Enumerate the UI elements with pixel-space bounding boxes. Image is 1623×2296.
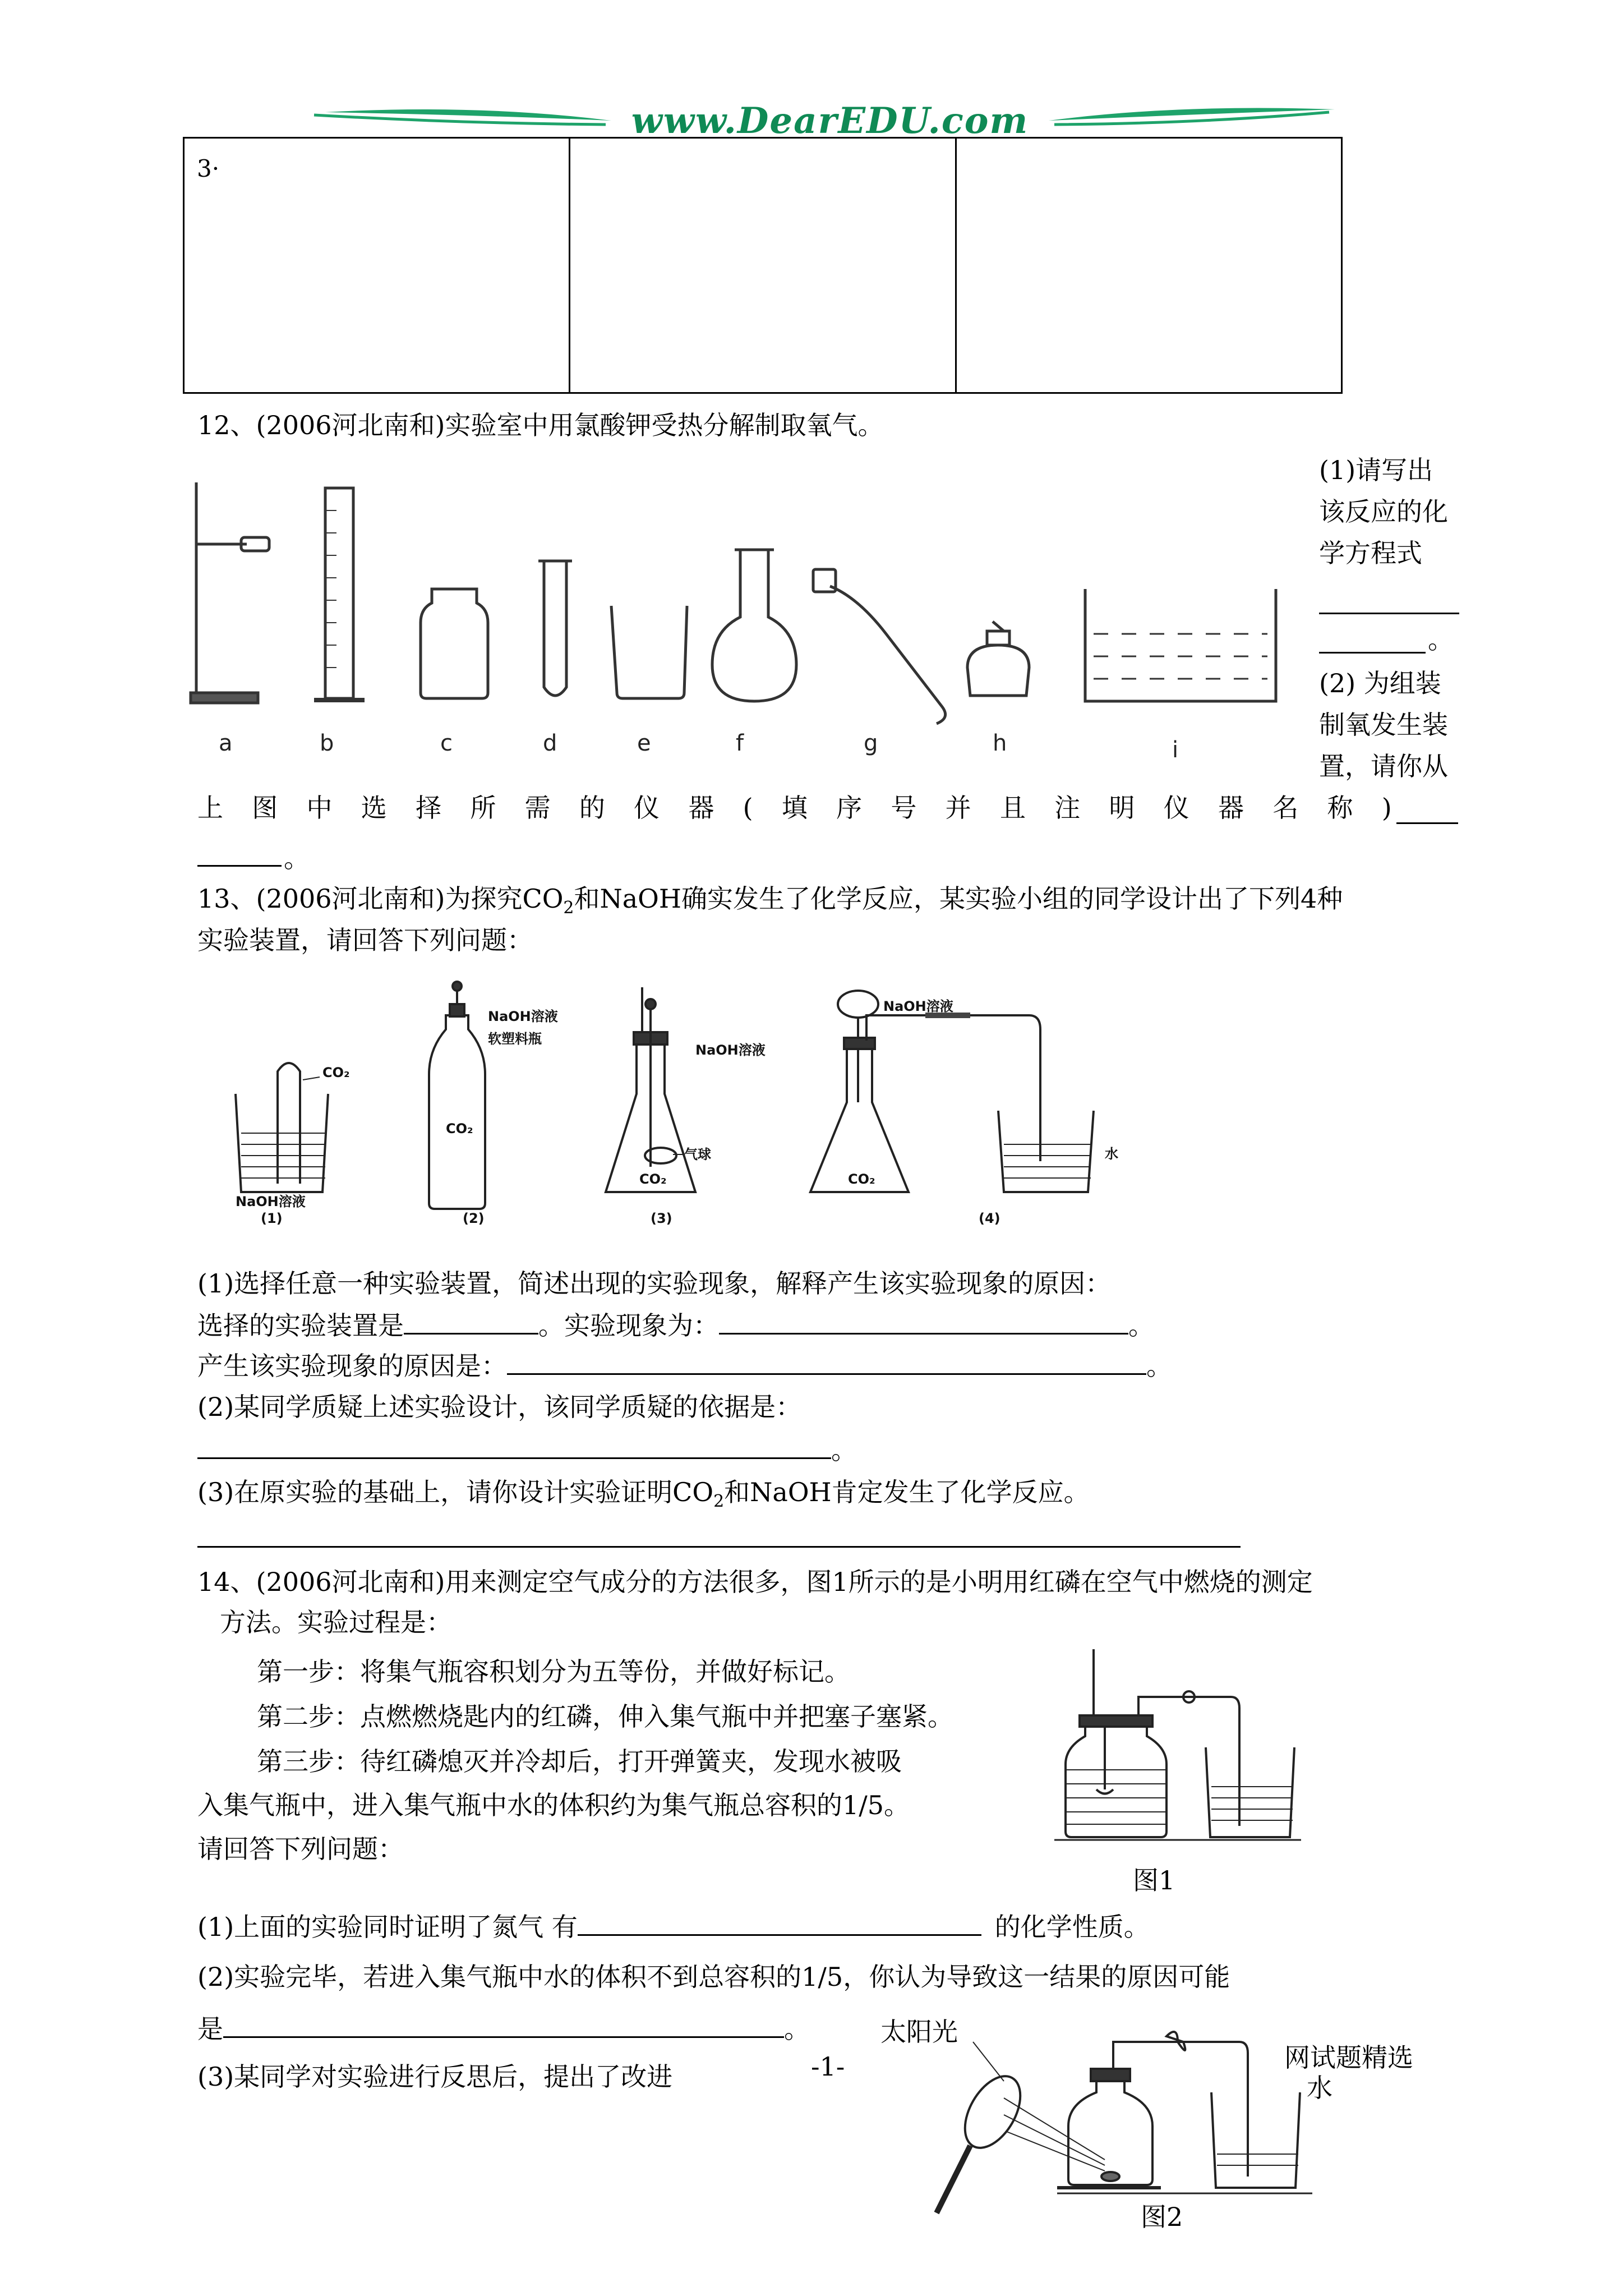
q13-fig-naoh-3: NaOH溶液 (695, 1042, 766, 1058)
q14-ask: 请回答下列问题： (197, 1834, 404, 1864)
q14-qa-2b: 是 。 (197, 2010, 810, 2046)
q14-line-2: 方法。实验过程是： (220, 1607, 452, 1637)
answer-table (183, 137, 1343, 394)
q12-apparatus-figure (185, 466, 1307, 780)
q13-p1: (1)选择任意一种实验装置，简述出现的实验现象，解释产生该实验现象的原因： (197, 1268, 1112, 1299)
q14-qa-3: (3)某同学对实验进行反思后，提出了改进 (197, 2062, 673, 2092)
q14-step-1: 第一步：将集气瓶容积划分为五等份，并做好标记。 (257, 1657, 850, 1687)
q14-blank-nitrogen (578, 1908, 981, 1936)
q14-figure-1 (1054, 1644, 1301, 1857)
q13-p6: (3)在原实验的基础上，请你设计实验证明$CO_2$和NaOH肯定发生了化学反应。 (197, 1477, 1090, 1511)
q13-intro-1: 13、(2006河北南和)为探究$CO_2$和NaOH确实发生了化学反应，某实验小组的同学设计出了下列4种 (197, 884, 1343, 918)
q14-step-2: 第二步：点燃燃烧匙内的红磷，伸入集气瓶中并把塞子塞紧。 (257, 1701, 953, 1732)
q12-blank-2 (1319, 652, 1426, 654)
q12-blank-3 (1396, 822, 1458, 824)
q12-side-7: 置，请你从 (1319, 751, 1448, 781)
q14-fig2-caption: 图2 (1141, 2202, 1183, 2232)
q13-blank-reason (507, 1347, 1146, 1375)
q12-side-3: 学方程式 (1319, 538, 1422, 568)
page-number: -1- (811, 2051, 845, 2082)
q13-intro-2: 实验装置，请回答下列问题： (197, 925, 533, 955)
table-cell-3 (957, 139, 1341, 392)
q12-continuation: 上 图 中 选 择 所 需 的 仪 器 ( 填 序 号 并 且 注 明 仪 器 名 称 ) (197, 793, 1392, 823)
q12-blank-1 (1319, 613, 1459, 614)
q13-fig-num-2: (2) (463, 1211, 485, 1226)
q12-label-f: f (736, 730, 744, 756)
q12-label-b: b (320, 730, 334, 756)
q14-step-3b: 入集气瓶中，进入集气瓶中水的体积约为集气瓶总容积的1/5。 (197, 1790, 910, 1820)
q13-blank-doubt (197, 1432, 831, 1459)
q13-p3: 产生该实验现象的原因是： 。 (197, 1347, 1172, 1383)
table-cell-1 (185, 139, 570, 392)
q12-label-e: e (637, 730, 651, 756)
q12-label-i: i (1172, 737, 1179, 763)
q12-label-g: g (864, 730, 878, 756)
q14-qa-2: (2)实验完毕，若进入集气瓶中水的体积不到总容积的1/5，你认为导致这一结果的原因可能 (197, 1962, 1230, 1992)
q14-watermark: 网试题精选 (1284, 2042, 1413, 2073)
q12-title: 12、(2006河北南和)实验室中用氯酸钾受热分解制取氧气。 (197, 410, 884, 440)
q13-blank-apparatus (404, 1307, 538, 1335)
table-cell-1-text: 3· (197, 155, 220, 182)
q12-label-a: a (219, 730, 233, 756)
q13-p4: (2)某同学质疑上述实验设计，该同学质疑的依据是： (197, 1392, 802, 1422)
q14-qa-1: (1)上面的实验同时证明了氮气 有 的化学性质。 (197, 1908, 1150, 1944)
q13-fig-naoh-4: NaOH溶液 (883, 999, 953, 1014)
q14-line-1: 14、(2006河北南和)用来测定空气成分的方法很多，图1所示的是小明用红磷在空气中燃烧的测定 (197, 1567, 1313, 1597)
q13-fig-co2-4: CO₂ (848, 1171, 875, 1187)
q12-side-5: (2) 为组装 (1319, 668, 1441, 698)
q14-sun-label: 太阳光 (880, 2017, 958, 2047)
q12-side-2: 该反应的化 (1319, 496, 1448, 527)
q14-blank-reason (223, 2010, 784, 2038)
q12-end: 。 (284, 843, 310, 873)
site-logo-text: www.DearEDU.com (631, 100, 1029, 142)
q13-fig-co2-1: CO₂ (322, 1065, 350, 1080)
table-cell-2 (570, 139, 956, 392)
q13-fig-water: 水 (1105, 1146, 1118, 1162)
q12-label-c: c (440, 730, 453, 756)
q12-side-6: 制氧发生装 (1319, 710, 1448, 740)
q13-blank-design (197, 1546, 1241, 1548)
q13-fig-naoh-1: NaOH溶液 (236, 1194, 306, 1209)
q13-fig-co2-2: CO₂ (446, 1121, 473, 1137)
q13-fig-bottle: 软塑料瓶 (488, 1031, 542, 1047)
q13-blank-phenomenon (719, 1307, 1128, 1335)
q13-fig-naoh-2: NaOH溶液 (488, 1009, 558, 1024)
q14-step-3: 第三步：待红磷熄灭并冷却后，打开弹簧夹，发现水被吸 (257, 1746, 902, 1777)
q12-blank-4 (197, 865, 282, 867)
q13-fig-num-4: (4) (979, 1211, 1000, 1226)
q14-fig1-caption: 图1 (1133, 1865, 1175, 1895)
q12-label-h: h (993, 730, 1007, 756)
q13-p2: 选择的实验装置是 。实验现象为： 。 (197, 1307, 1154, 1342)
q13-p5: 。 (197, 1432, 857, 1467)
q12-side-1: (1)请写出 (1319, 455, 1433, 485)
q13-fig-num-3: (3) (651, 1211, 672, 1226)
q12-label-d: d (543, 730, 557, 756)
q13-apparatus-figure (224, 976, 1178, 1245)
q13-fig-co2-3: CO₂ (639, 1171, 667, 1187)
q13-fig-balloon: 气球 (684, 1147, 711, 1162)
q13-fig-num-1: (1) (261, 1211, 283, 1226)
q12-side-4: 。 (1428, 624, 1454, 655)
q14-water-label: 水 (1307, 2073, 1332, 2103)
